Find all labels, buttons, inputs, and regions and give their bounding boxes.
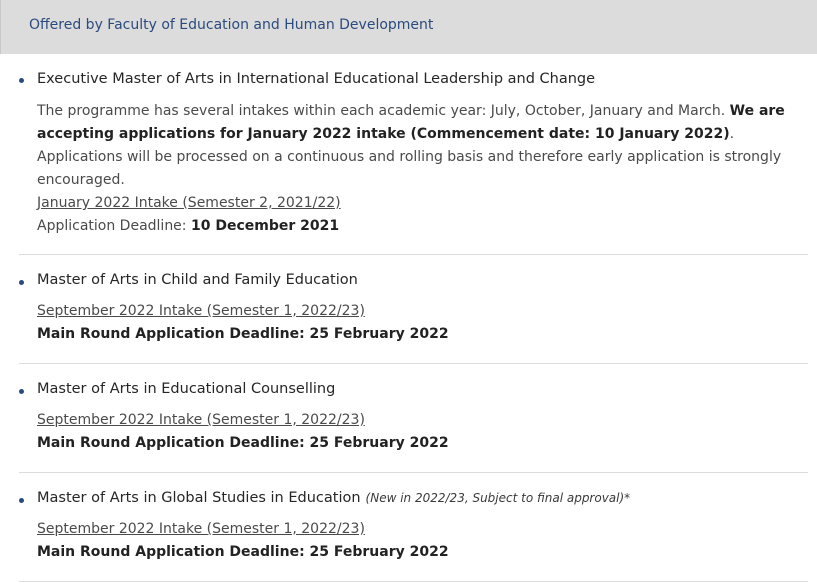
programme-title: Executive Master of Arts in International Educational Leadership and Change [37,71,596,87]
programme-item [19,473,808,582]
programme-note: (New in 2022/23, Subject to final approval)* [365,491,631,505]
bullet-icon [19,498,24,503]
deadline-text: Main Round Application Deadline: 25 February 2022 [37,435,449,451]
bullet-icon [19,280,24,285]
bullet-icon [19,78,24,83]
deadline-text: Main Round Application Deadline: 25 February 2022 [37,326,449,342]
programme-item [19,54,808,255]
application-deadline [37,218,339,234]
intake-link[interactable]: January 2022 Intake (Semester 2, 2021/22) [37,195,341,211]
description-text-continued: . Applications will be processed on a continuous and rolling basis and therefore early application is strongly encouraged. [37,126,782,188]
application-deadline [37,435,449,451]
programme-list [19,54,808,582]
faculty-header-title: Offered by Faculty of Education and Human Development [29,17,434,33]
deadline-text: Main Round Application Deadline: 25 February 2022 [37,544,449,560]
programme-title: Master of Arts in Child and Family Education [37,272,358,288]
description-text: The programme has several intakes within each academic year: July, October, January and March. [37,103,730,119]
faculty-header [0,0,817,54]
intake-link[interactable]: September 2022 Intake (Semester 1, 2022/23) [37,412,365,428]
programme-item [19,255,808,364]
programme-description [37,100,797,192]
programme-title: Master of Arts in Educational Counselling [37,381,336,397]
programme-title [37,490,630,506]
bullet-icon [19,389,24,394]
programme-title-text: Master of Arts in Global Studies in Education [37,490,361,506]
intake-link[interactable]: September 2022 Intake (Semester 1, 2022/23) [37,521,365,537]
deadline-label: Application Deadline: [37,218,191,234]
application-deadline [37,326,449,342]
description-highlight: We are accepting applications for January 2022 intake (Commencement date: 10 January 2022) [37,103,785,142]
application-deadline [37,544,449,560]
deadline-date: 10 December 2021 [190,218,340,234]
programme-item [19,364,808,473]
intake-link[interactable]: September 2022 Intake (Semester 1, 2022/23) [37,303,365,319]
